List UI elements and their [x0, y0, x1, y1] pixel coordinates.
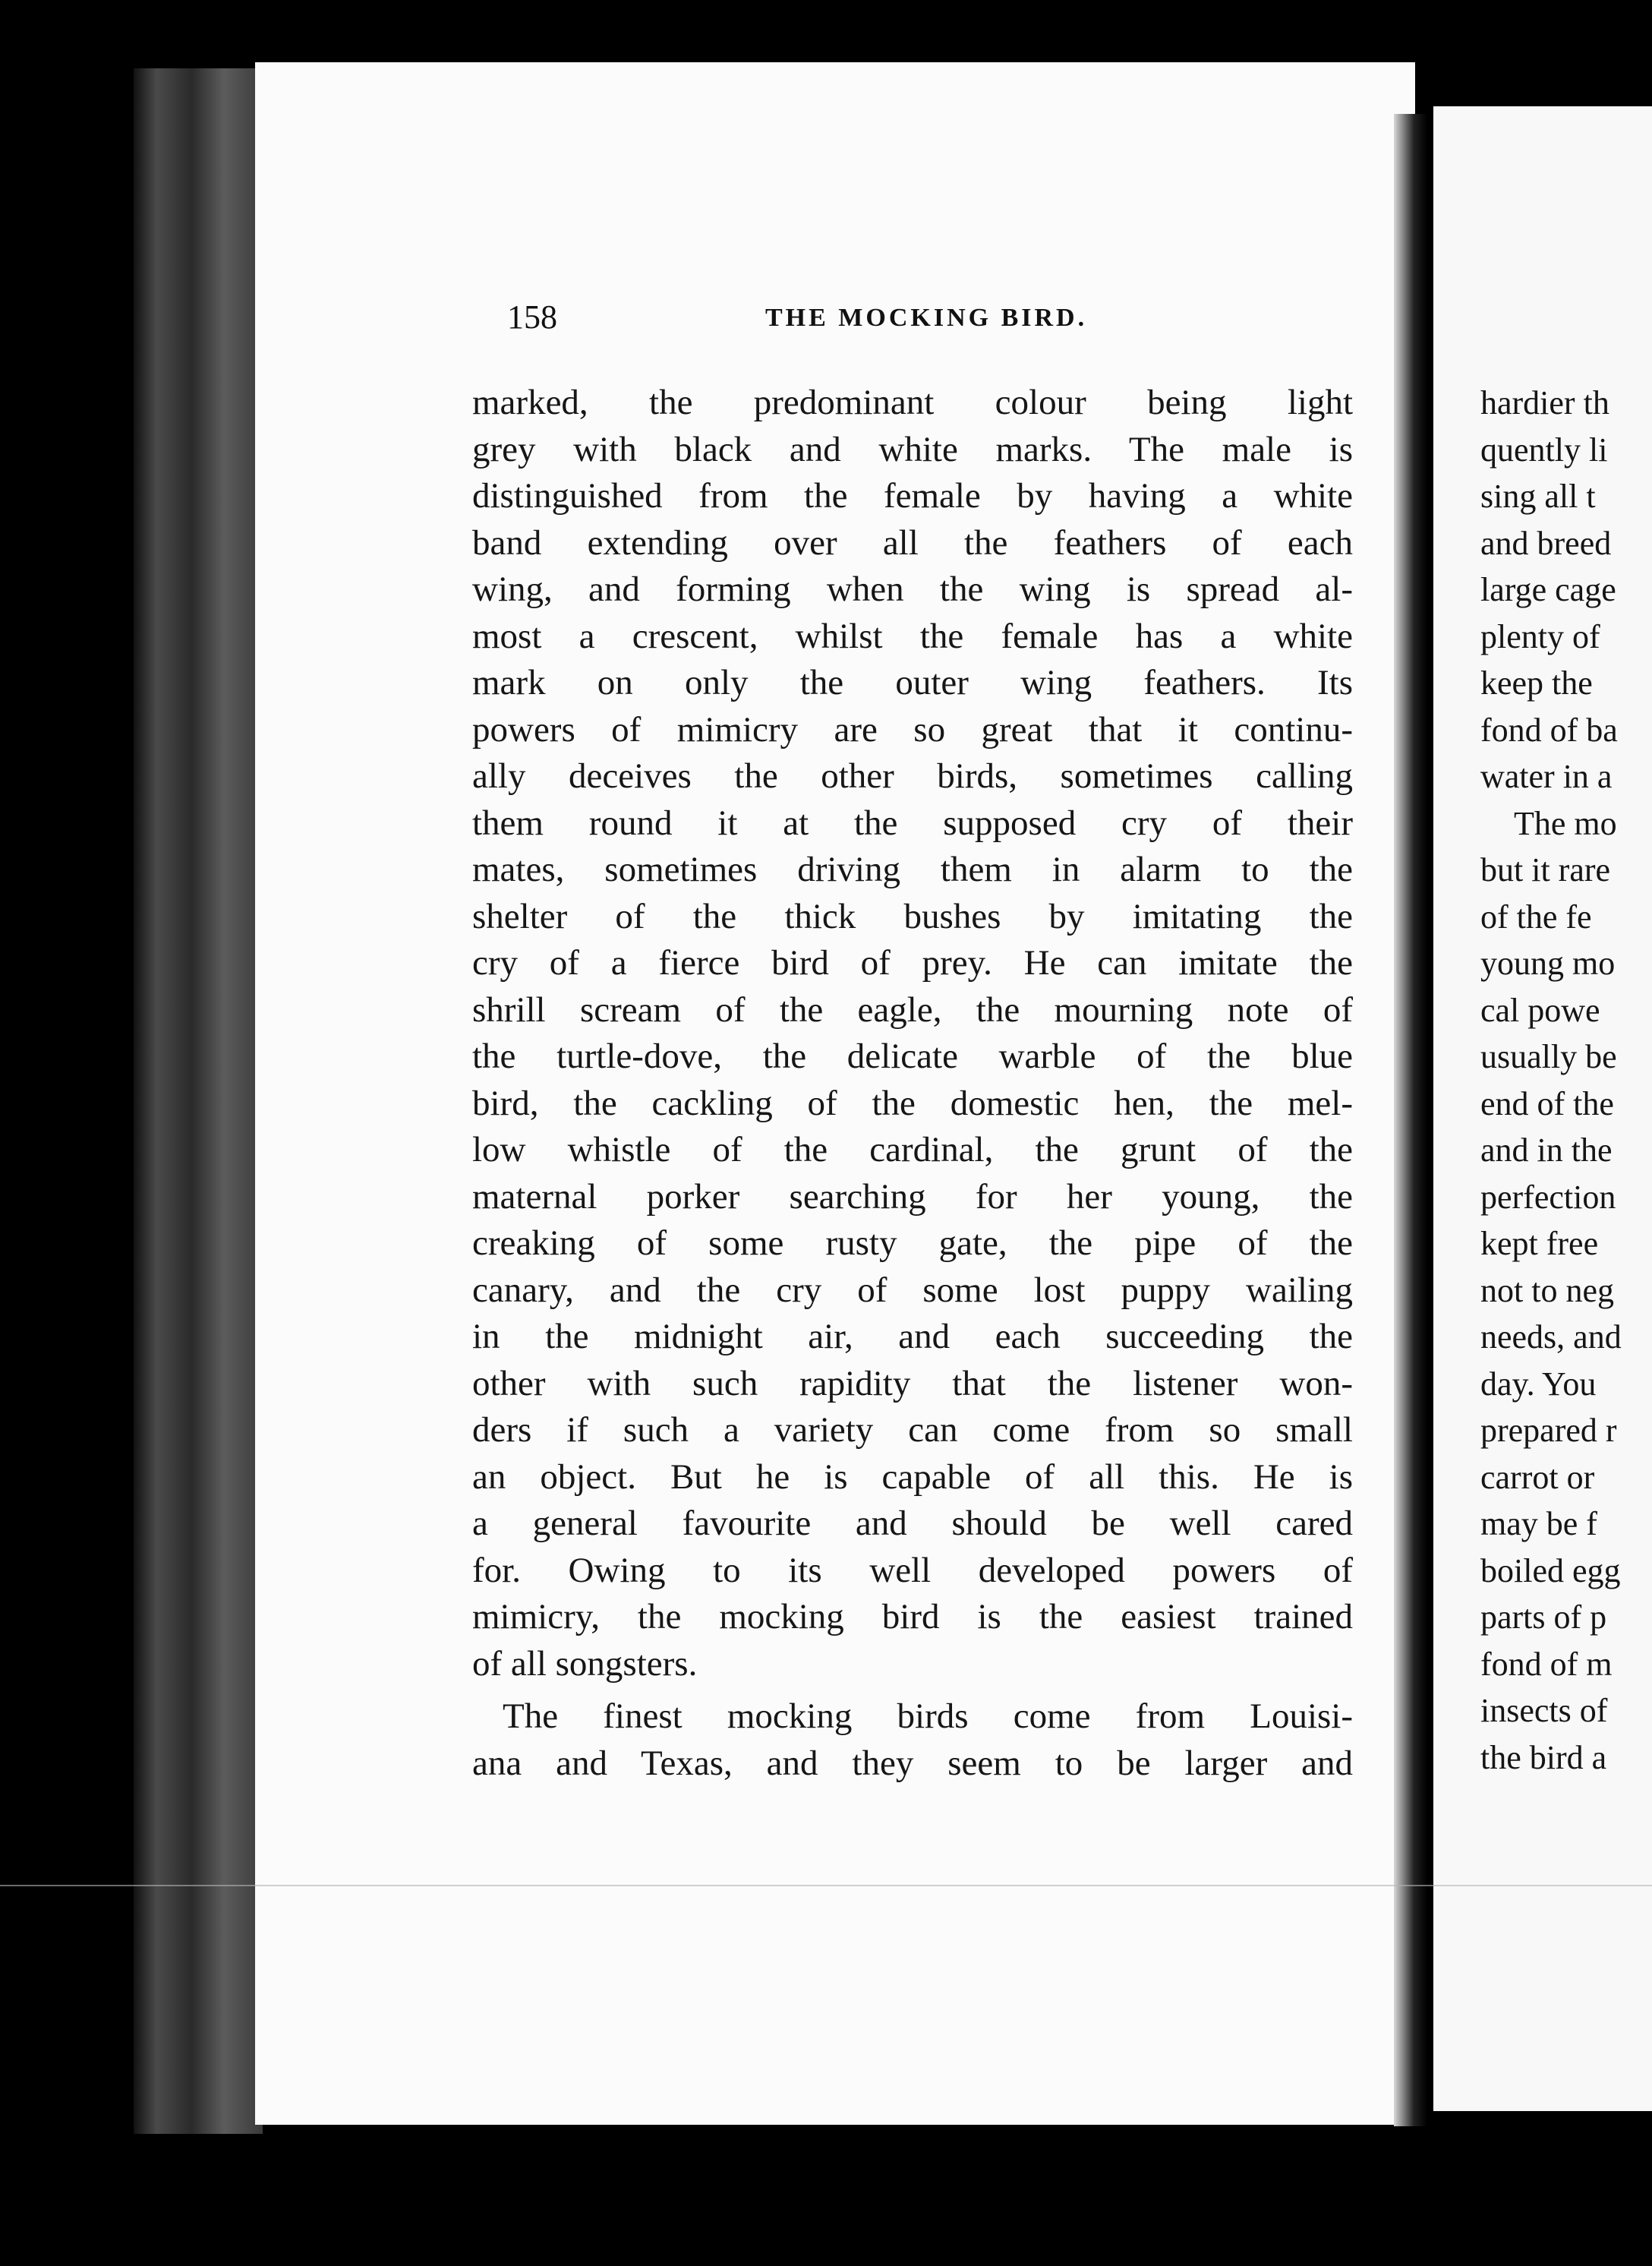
text-line: for. Owing to its well developed powers of [472, 1550, 1353, 1590]
text-line: parts of p [1480, 1599, 1607, 1636]
text-line: not to neg [1480, 1271, 1614, 1309]
text-line: canary, and the cry of some lost puppy wailing [472, 1270, 1353, 1310]
text-line: The finest mocking birds come from Louisi- [503, 1696, 1353, 1736]
chapter-title: THE MOCKING BIRD. [765, 304, 1088, 332]
text-line: plenty of [1480, 617, 1600, 655]
text-line: but it rare [1480, 851, 1611, 888]
text-line: in the midnight air, and each succeeding the [472, 1317, 1353, 1356]
text-line: wing, and forming when the wing is spread al- [472, 570, 1353, 609]
text-line: fond of m [1480, 1645, 1613, 1683]
text-line: and in the [1480, 1131, 1613, 1169]
text-line: bird, the cackling of the domestic hen, the mel- [472, 1083, 1353, 1123]
page-gutter [1394, 114, 1427, 2126]
text-line: mark on only the outer wing feathers. Its [472, 663, 1353, 702]
text-line: quently li [1480, 431, 1608, 469]
text-line: grey with black and white marks. The male is [472, 429, 1353, 469]
text-line: distinguished from the female by having a white [472, 476, 1353, 516]
text-line: and breed [1480, 524, 1612, 562]
text-line: the bird a [1480, 1738, 1607, 1776]
text-line: keep the [1480, 664, 1593, 702]
text-line: creaking of some rusty gate, the pipe of the [472, 1223, 1353, 1263]
text-line: large cage [1480, 571, 1616, 608]
text-line: usually be [1480, 1038, 1617, 1075]
scan-line-artifact [0, 1885, 1652, 1886]
text-line: band extending over all the feathers of each [472, 522, 1353, 563]
text-line: needs, and [1480, 1318, 1622, 1355]
book-spine-edge [134, 68, 263, 2134]
text-line: kept free [1480, 1225, 1599, 1262]
text-line: fond of ba [1480, 711, 1618, 749]
text-line: ally deceives the other birds, sometimes calling [472, 756, 1353, 796]
text-line: shrill scream of the eagle, the mourning note of [472, 989, 1353, 1030]
text-line: mates, sometimes driving them in alarm to the [472, 850, 1353, 889]
text-line: mimicry, the mocking bird is the easiest trained [472, 1597, 1353, 1636]
text-line: of all songsters. [472, 1643, 698, 1684]
page-number: 158 [507, 298, 557, 336]
text-line: the turtle-dove, the delicate warble of the blue [472, 1037, 1353, 1076]
text-line: end of the [1480, 1084, 1614, 1122]
text-line: hardier th [1480, 384, 1609, 421]
text-line: most a crescent, whilst the female has a white [472, 616, 1353, 656]
text-line: ders if such a variety can come from so small [472, 1410, 1353, 1450]
text-line: them round it at the supposed cry of their [472, 803, 1353, 843]
text-line: sing all t [1480, 478, 1596, 515]
text-line: day. You [1480, 1365, 1597, 1403]
text-line: other with such rapidity that the listener won- [472, 1363, 1353, 1403]
text-line: young mo [1480, 945, 1616, 982]
text-line: a general favourite and should be well cared [472, 1504, 1353, 1543]
text-line: an object. But he is capable of all this. He is [472, 1456, 1353, 1497]
text-line: shelter of the thick bushes by imitating the [472, 896, 1353, 936]
text-line: boiled egg [1480, 1551, 1621, 1589]
text-line: marked, the predominant colour being light [472, 383, 1353, 422]
text-line: may be f [1480, 1505, 1597, 1542]
text-line: perfection [1480, 1178, 1616, 1216]
text-line: of the fe [1480, 898, 1592, 936]
text-line: carrot or [1480, 1458, 1595, 1496]
text-line: low whistle of the cardinal, the grunt of the [472, 1130, 1353, 1169]
right-page-body [1480, 380, 1652, 1781]
text-line: cry of a fierce bird of prey. He can imitate the [472, 943, 1353, 983]
text-line: insects of [1480, 1692, 1608, 1729]
text-line: prepared r [1480, 1412, 1617, 1449]
text-line: ana and Texas, and they seem to be larger and [472, 1743, 1353, 1783]
text-line: water in a [1480, 758, 1613, 795]
text-line: The mo [1514, 804, 1617, 842]
running-head [507, 298, 1160, 343]
text-line: powers of mimicry are so great that it continu- [472, 709, 1353, 750]
text-line: maternal porker searching for her young, the [472, 1176, 1353, 1217]
text-line: cal powe [1480, 991, 1600, 1029]
left-page-body [472, 380, 1353, 1787]
